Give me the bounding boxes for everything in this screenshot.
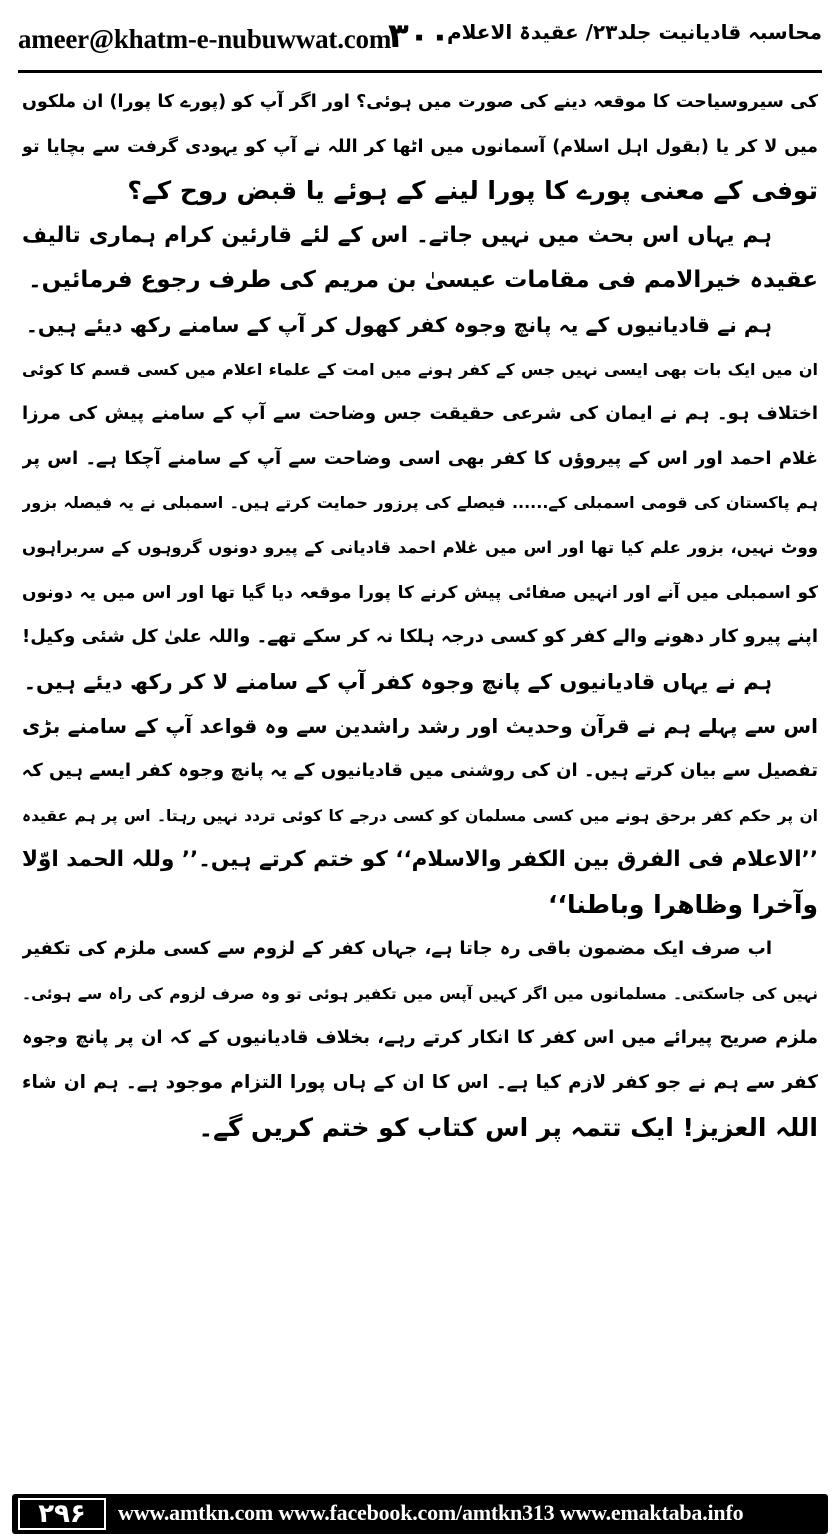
header-title: محاسبہ قادیانیت جلد۲۳/ عقیدۃ الاعلام <box>446 20 822 44</box>
page-header <box>18 12 822 68</box>
text-line: ہم نے یہاں قادیانیوں کے پانچ وجوہ کفر آپ کے سامنے لا کر رکھ دیئے ہیں۔ <box>23 669 772 694</box>
text-line: کی سیروسیاحت کا موقعہ دینے کی صورت میں ہوئی؟ اور اگر آپ کو (پورے کا پورا) ان ملکوں <box>22 92 818 112</box>
header-page-number: ۳۰۰ <box>388 16 451 56</box>
text-line: کفر سے ہم نے جو کفر لازم کیا ہے۔ اس کا ان کے ہاں پورا التزام موجود ہے۔ ہم ان شاء <box>22 1072 818 1094</box>
text-line: کو اسمبلی میں آنے اور انہیں صفائی پیش کرنے کا پورا موقعہ دیا گیا تھا اور اس میں یہ دونوں <box>22 582 818 603</box>
text-line: ملزم صریح پیرائے میں اس کفر کا انکار کرتے رہے، بخلاف قادیانیوں کے کہ ان پر پانچ وجوہ <box>22 1027 818 1049</box>
text-line: نہیں کی جاسکتی۔ مسلمانوں میں اگر کہیں آپس میں تکفیر ہوئی تو وہ صرف لزوم کی راہ سے ہوئی۔ <box>22 984 818 1003</box>
text-line: ’’الاعلام فی الفرق بین الکفر والاسلام‘‘ کو ختم کرتے ہیں۔’’ وللہ الحمد اوّلا <box>22 847 818 873</box>
text-line: توفی کے معنی پورے کا پورا لینے کے ہوئے یا قبض روح کے؟ <box>127 176 818 206</box>
text-line: اللہ العزیز! ایک تتمہ پر اس کتاب کو ختم کریں گے۔ <box>198 1112 818 1142</box>
text-line: ووٹ نہیں، بزور علم کیا تھا اور اس میں غلام احمد قادیانی کے پیرو دونوں گروہوں کے سربراہوں <box>22 537 818 557</box>
text-line: اس سے پہلے ہم نے قرآن وحدیث اور رشد راشدین سے وہ قواعد آپ کے سامنے بڑی <box>22 714 818 739</box>
text-line: ہم پاکستان کی قومی اسمبلی کے...... فیصلے کی پرزور حمایت کرتے ہیں۔ اسمبلی نے یہ فیصلہ بزور <box>22 493 818 513</box>
text-line: اپنے پیرو کار دھونے والے کفر کو کسی درجہ ہلکا نہ کر سکے تھے۔ واللہ علیٰ کل شئی وکیل! <box>22 626 818 648</box>
header-email[interactable]: ameer@khatm-e-nubuwwat.com <box>18 24 392 54</box>
text-line: وآخرا وظاھرا وباطنا‘‘ <box>547 889 818 919</box>
text-line: ہم یہاں اس بحث میں نہیں جاتے۔ اس کے لئے قارئین کرام ہماری تالیف <box>22 222 772 248</box>
footer-links[interactable]: www.amtkn.com www.facebook.com/amtkn313 www.emaktaba.info <box>118 1500 744 1525</box>
page-footer <box>12 1494 828 1534</box>
text-line: تفصیل سے بیان کرتے ہیں۔ ان کی روشنی میں قادیانیوں کے یہ پانچ وجوہ کفر ایسے ہیں کہ <box>22 759 818 781</box>
text-line: ان پر حکم کفر برحق ہونے میں کسی مسلمان کو کسی درجے کا کوئی تردد نہیں رہتا۔ اس پر ہم عقیدہ <box>22 806 818 825</box>
footer-page-number: ۲۹۶ <box>18 1498 106 1530</box>
text-line: میں لا کر یا (بقول اہل اسلام) آسمانوں میں اٹھا کر اللہ نے آپ کو یہودی گرفت سے بچایا تو <box>22 136 818 157</box>
header-divider <box>18 70 822 73</box>
text-line: اختلاف ہو۔ ہم نے ایمان کی شرعی حقیقت جس وضاحت سے آپ کے سامنے پیش کی مرزا <box>22 403 818 425</box>
page-body <box>22 80 818 1480</box>
text-line: غلام احمد اور اس کے پیروؤں کا کفر بھی اسی وضاحت سے آپ کے سامنے آچکا ہے۔ اس پر <box>22 447 818 469</box>
text-line: ہم نے قادیانیوں کے یہ پانچ وجوہ کفر کھول کر آپ کے سامنے رکھ دیئے ہیں۔ <box>25 312 772 337</box>
text-line: اب صرف ایک مضمون باقی رہ جاتا ہے، جہاں کفر کے لزوم سے کسی ملزم کی تکفیر <box>22 938 772 960</box>
text-line: ان میں ایک بات بھی ایسی نہیں جس کے کفر ہونے میں امت کے علماء اعلام میں کسی قسم کا کوئی <box>22 359 818 379</box>
text-line: عقیدہ خیرالامم فی مقامات عیسیٰ بن مریم کی طرف رجوع فرمائیں۔ <box>28 267 818 294</box>
